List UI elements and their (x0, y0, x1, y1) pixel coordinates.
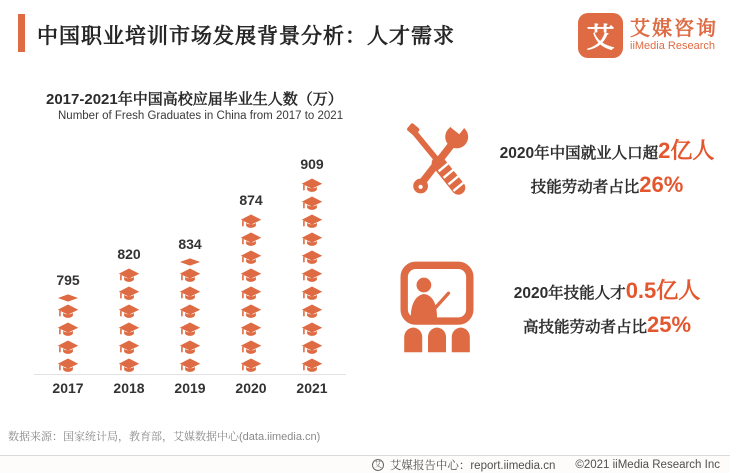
graduation-cap-icon (301, 340, 323, 356)
bar-column (223, 192, 279, 374)
fact1-line1-accent: 2亿人 (658, 138, 715, 164)
graduation-cap-icon (240, 358, 262, 374)
x-axis-label: 2020 (235, 380, 267, 396)
logo-name-en: iiMedia Research (630, 40, 715, 53)
graduation-cap-icon (301, 304, 323, 320)
graduation-cap-icon (57, 340, 79, 356)
graduation-cap-icon (301, 268, 323, 284)
chart-subtitle: Number of Fresh Graduates in China from 2017 to 2021 (58, 110, 344, 122)
pictogram-chart (40, 140, 340, 374)
bar-value-label: 820 (117, 246, 141, 262)
logo-name-cn: 艾媒咨询 (630, 18, 718, 41)
x-axis-label: 2018 (113, 380, 145, 396)
graduation-cap-icon (118, 304, 140, 320)
graduation-cap-icon (301, 286, 323, 302)
bar-value-label: 909 (300, 156, 324, 172)
fact2-line1 (492, 278, 722, 304)
graduation-cap-icon (240, 304, 262, 320)
graduation-cap-icon (240, 250, 262, 266)
training-icon (396, 258, 478, 358)
page-title: 中国职业培训市场发展背景分析：人才需求 (37, 25, 455, 48)
graduation-cap-partial-icon (179, 258, 201, 266)
iimedia-logo (578, 13, 718, 58)
graduation-cap-icon (240, 340, 262, 356)
globe-icon: 艾 (373, 459, 382, 469)
title-accent-bar (18, 14, 25, 52)
graduation-cap-icon (118, 358, 140, 374)
iimedia-logo-icon: 艾 (578, 13, 623, 58)
graduation-cap-icon (57, 358, 79, 374)
chart-title: 2017-2021年中国高校应届毕业生人数（万） (46, 91, 343, 108)
fact2-line2 (492, 312, 722, 338)
graduation-cap-icon (179, 304, 201, 320)
fact1-line2-text: 技能劳动者占比 (530, 178, 640, 196)
bar-value-label: 834 (178, 236, 202, 252)
graduation-cap-icon (240, 322, 262, 338)
fact1-line2 (492, 172, 722, 198)
graduation-cap-icon (301, 196, 323, 212)
graduation-cap-icon (118, 322, 140, 338)
graduation-cap-icon (179, 268, 201, 284)
x-axis-labels (40, 380, 340, 396)
graduation-cap-partial-icon (57, 294, 79, 302)
fact1-line2-accent: 26% (639, 171, 684, 197)
data-source-note: 数据来源：国家统计局，教育部，艾媒数据中心(data.iimedia.cn) (8, 431, 321, 443)
graduation-cap-icon (179, 358, 201, 374)
fact2-line2-accent: 25% (646, 311, 692, 337)
bar-column (162, 236, 218, 374)
footer-bar (0, 455, 730, 473)
graduation-cap-icon (57, 322, 79, 338)
fact1-line1 (492, 138, 722, 164)
fact2-line1-text: 2020年技能人才 (513, 285, 626, 303)
graduation-cap-icon (240, 214, 262, 230)
x-axis-label: 2017 (52, 380, 84, 396)
graduation-cap-icon (118, 340, 140, 356)
fact2-line1-accent: 0.5亿人 (625, 278, 701, 304)
fact-skilled-talent (396, 256, 722, 360)
graduation-cap-icon (301, 232, 323, 248)
footer-copyright: ©2021 iiMedia Research Inc (575, 458, 720, 471)
graduation-cap-icon (301, 250, 323, 266)
graduation-cap-icon (118, 286, 140, 302)
graduation-cap-icon (240, 268, 262, 284)
tools-icon (396, 118, 478, 218)
graduation-cap-icon (179, 340, 201, 356)
fact2-line2-text: 高技能劳动者占比 (522, 318, 647, 336)
bar-column (284, 156, 340, 374)
graduation-cap-icon (301, 214, 323, 230)
graduation-cap-icon (240, 286, 262, 302)
graduation-cap-icon (301, 322, 323, 338)
bar-column (101, 246, 157, 374)
x-axis-label: 2021 (296, 380, 328, 396)
graduation-cap-icon (240, 232, 262, 248)
graduation-cap-icon (179, 322, 201, 338)
bar-value-label: 795 (56, 272, 80, 288)
graduation-cap-icon (301, 358, 323, 374)
x-axis-label: 2019 (174, 380, 206, 396)
graduation-cap-icon (118, 268, 140, 284)
footer-report-link[interactable]: 艾媒报告中心：report.iimedia.cn (389, 459, 556, 472)
fact1-line1-text: 2020年中国就业人口超 (499, 145, 659, 163)
bar-column (40, 272, 96, 374)
graduation-cap-icon (179, 286, 201, 302)
x-axis-line (34, 374, 346, 375)
fact-employment (396, 116, 722, 220)
graduation-cap-icon (57, 304, 79, 320)
graduation-cap-icon (301, 178, 323, 194)
bar-value-label: 874 (239, 192, 263, 208)
